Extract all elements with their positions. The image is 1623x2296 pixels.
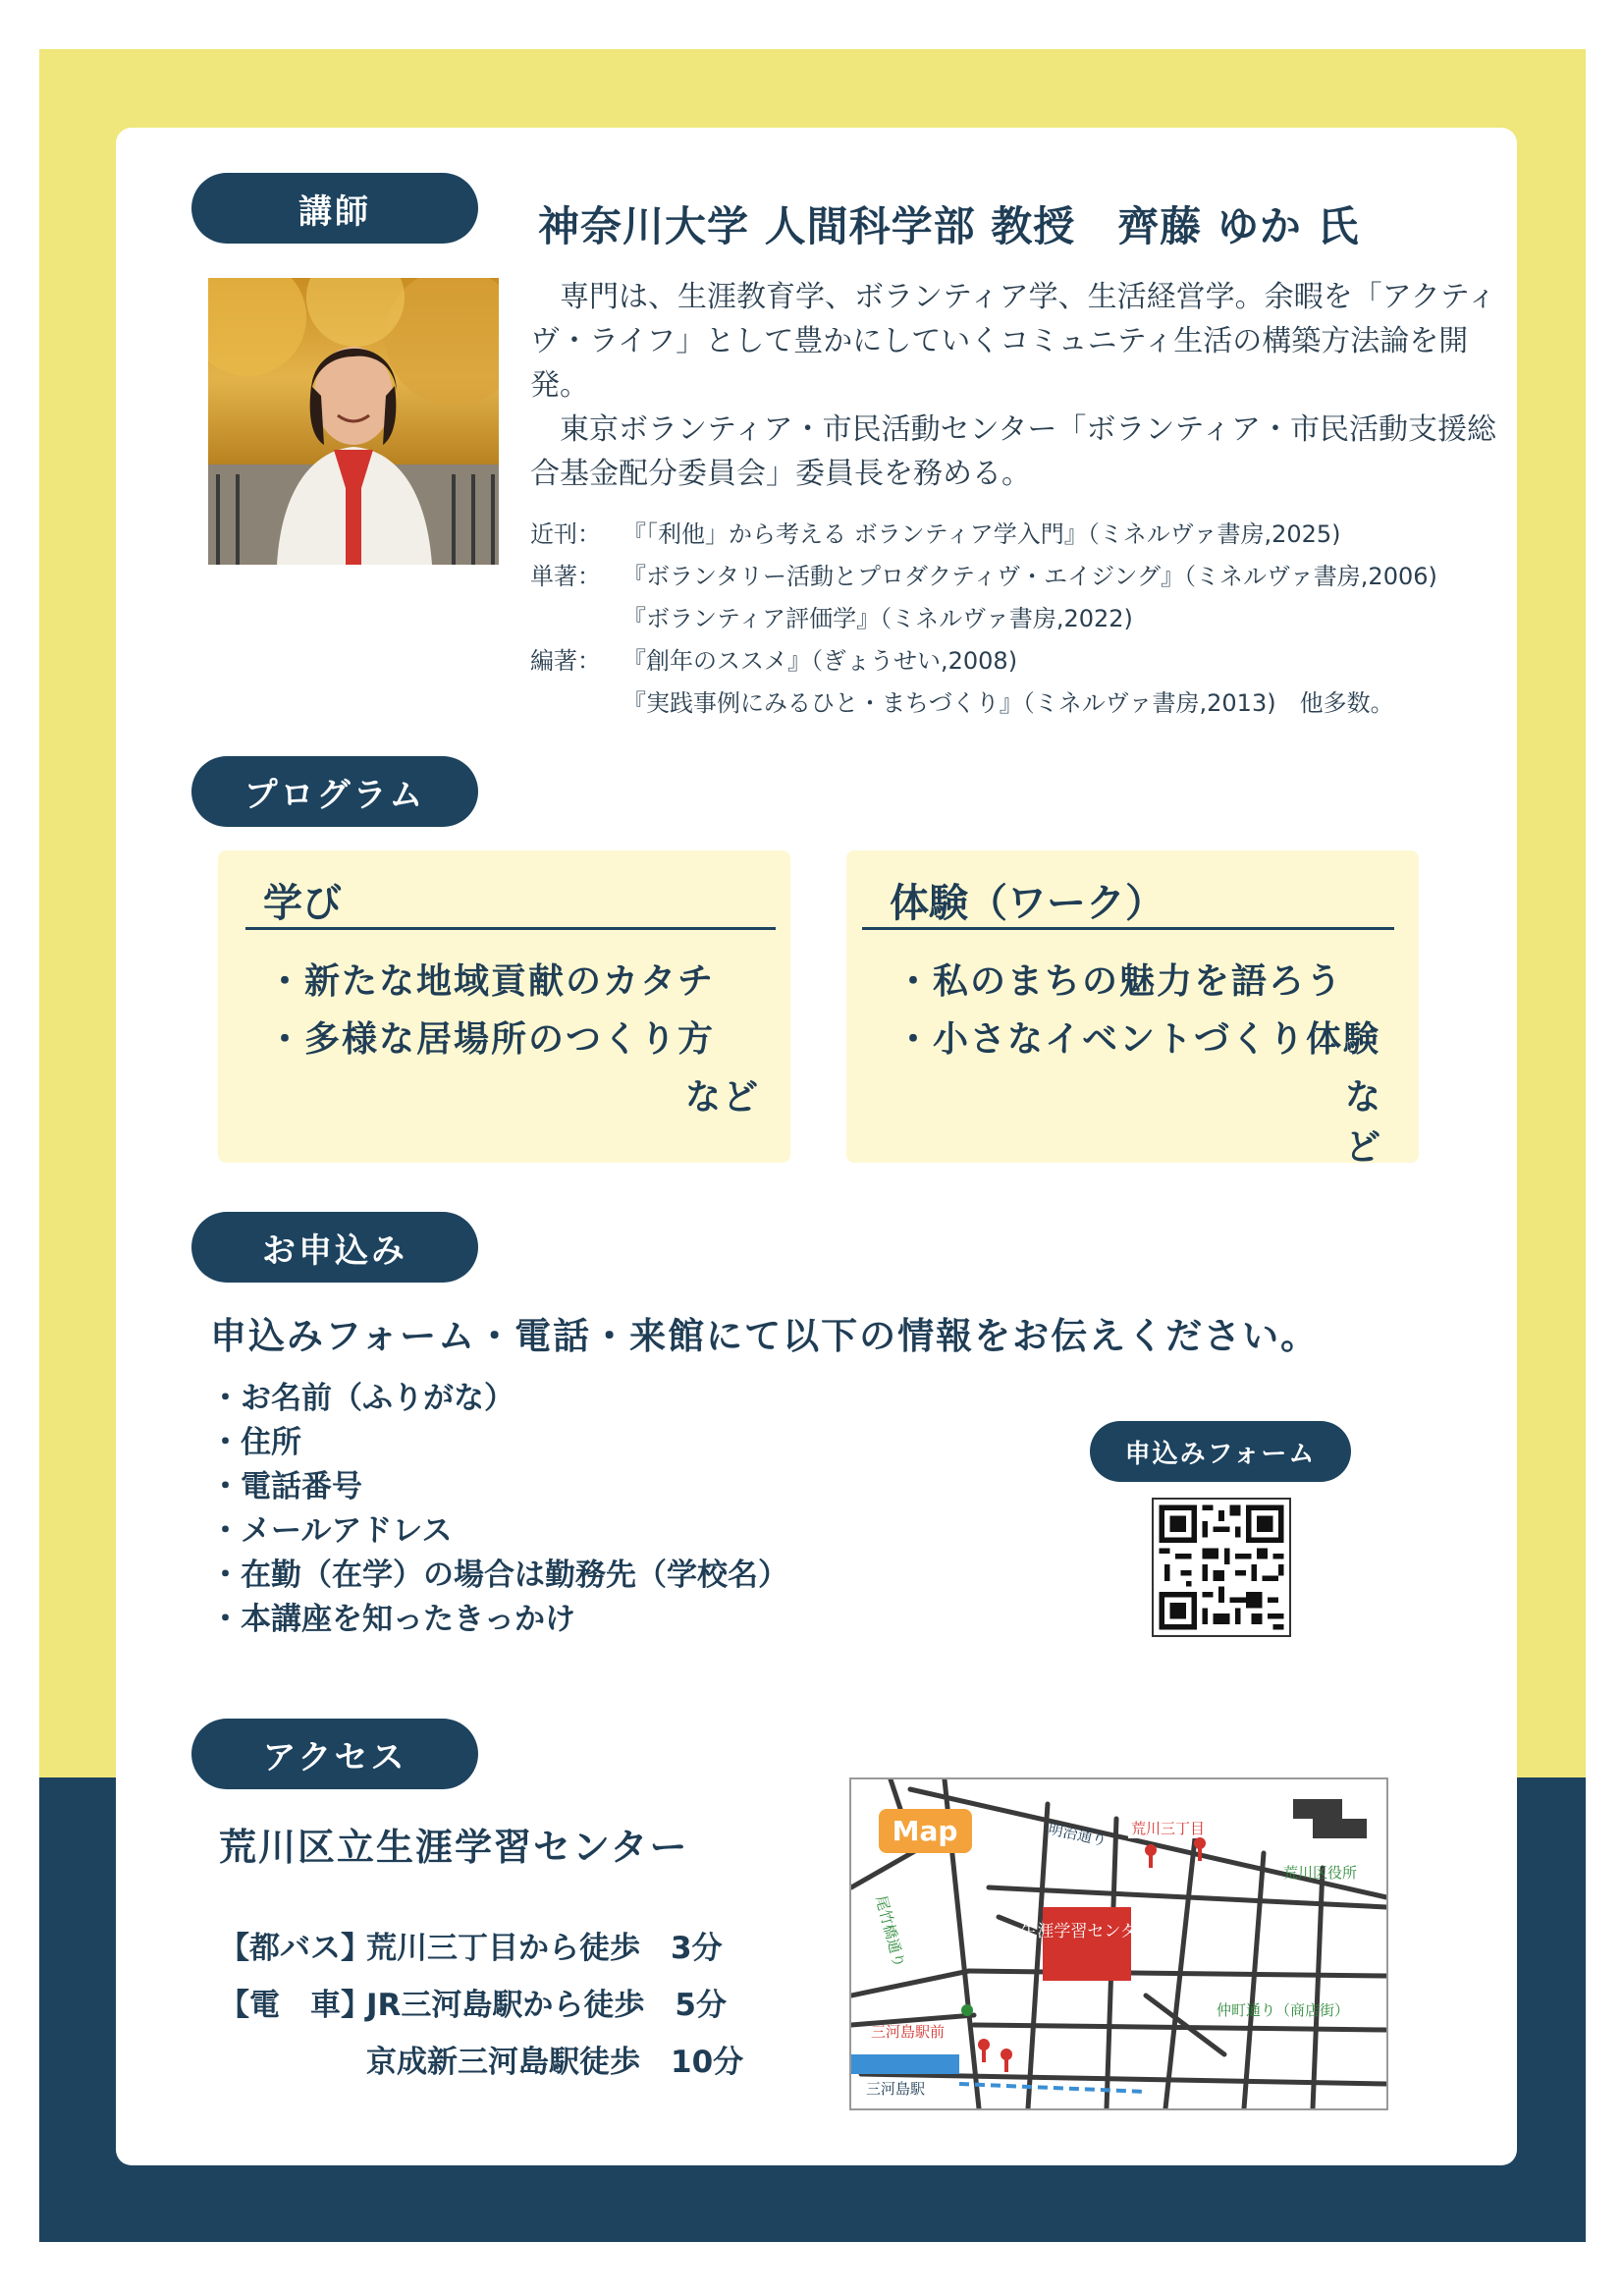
- publication-row: [530, 640, 1512, 683]
- map-badge: Map: [892, 1815, 958, 1847]
- map-label-arakawa3: 荒川三丁目: [1131, 1820, 1206, 1837]
- publication-text: 『ボランタリー活動とプロダクティヴ・エイジング』（ミネルヴァ書房,2006): [622, 563, 1437, 590]
- access-route: 京成新三河島駅徒歩 10分: [366, 2045, 744, 2080]
- publication-list: [530, 514, 1512, 725]
- access-mode-label: 【都バス】: [219, 1931, 371, 1966]
- bio-paragraph: 専門は、生涯教育学、ボランティア学、生活経営学。余暇を「アクティヴ・ライフ」として豊かにしていくコミュニティ生活の構築方法論を開発。: [530, 280, 1497, 403]
- access-route: 荒川三丁目から徒歩 3分: [366, 1931, 723, 1966]
- map-label-center: 生涯学習センター: [1020, 1922, 1154, 1941]
- lecturer-title: 神奈川大学 人間科学部 教授 齊藤 ゆか 氏: [538, 202, 1360, 250]
- lecturer-photo: [208, 278, 499, 565]
- work-item: ・私のまちの魅力を語ろう: [895, 961, 1344, 1002]
- publication-head: 近刊：: [530, 520, 601, 548]
- map-label-kuyakusho: 荒川区役所: [1283, 1864, 1358, 1882]
- learn-item: ・多様な居場所のつくり方: [267, 1019, 716, 1060]
- publication-text: 『ボランティア評価学』（ミネルヴァ書房,2022): [622, 605, 1133, 632]
- list-item: ・住所: [210, 1425, 301, 1460]
- publication-head: [530, 598, 622, 640]
- access-row: [219, 1923, 723, 1967]
- map-label-ogu: 尾竹橋通り: [872, 1893, 908, 1970]
- map-label-meiji: 明治通り: [1047, 1820, 1109, 1850]
- work-heading-rule: [862, 927, 1394, 930]
- learn-etc: など: [685, 1077, 761, 1118]
- access-route: JR三河島駅から徒歩 5分: [366, 1988, 727, 2023]
- section-pill-lecturer: 講師: [191, 173, 478, 244]
- apply-lead: 申込みフォーム・電話・来館にて以下の情報をお伝えください。: [210, 1315, 1320, 1357]
- map-label-nakamachi: 仲町通り（商店街）: [1217, 2001, 1350, 2019]
- publication-text: 『実践事例にみるひと・まちづくり』（ミネルヴァ書房,2013) 他多数。: [622, 689, 1394, 717]
- list-item: ・電話番号: [210, 1469, 362, 1504]
- publication-text: 『「利他」から考える ボランティア学入門』（ミネルヴァ書房,2025): [622, 520, 1341, 548]
- work-item: ・小さなイベントづくり体験: [895, 1019, 1381, 1060]
- list-item: ・お名前（ふりがな）: [210, 1381, 514, 1416]
- apply-info-list: [210, 1377, 788, 1642]
- publication-head: 編著：: [530, 647, 601, 675]
- bio-paragraph: 東京ボランティア・市民活動センター「ボランティア・市民活動支援総合基金配分委員会」委員長を務める。: [530, 412, 1496, 491]
- publication-row: [530, 514, 1512, 556]
- publication-head: 単著：: [530, 563, 601, 590]
- work-heading: 体験（ワーク）: [890, 881, 1164, 926]
- learn-item: ・新たな地域貢献のカタチ: [267, 961, 716, 1002]
- venue-name: 荒川区立生涯学習センター: [219, 1826, 689, 1869]
- publication-row: [530, 598, 1512, 640]
- section-pill-apply: お申込み: [191, 1212, 478, 1283]
- learn-heading: 学び: [263, 881, 342, 926]
- work-etc: など: [1345, 1077, 1383, 1168]
- publication-row: [530, 556, 1512, 598]
- access-row: [219, 2037, 743, 2081]
- section-pill-access: アクセス: [191, 1719, 478, 1789]
- program-box-learn: [218, 850, 790, 1163]
- lecturer-bio: [530, 275, 1512, 496]
- apply-form-qr-code[interactable]: [1152, 1498, 1291, 1637]
- section-pill-program: プログラム: [191, 756, 478, 827]
- publication-text: 『創年のススメ』（ぎょうせい,2008): [622, 647, 1018, 675]
- access-map: [849, 1777, 1388, 2110]
- publication-head: [530, 683, 622, 725]
- map-label-mikawashima: 三河島駅: [866, 2080, 926, 2098]
- list-item: ・メールアドレス: [210, 1513, 453, 1549]
- program-box-work: [846, 850, 1419, 1168]
- publication-row: [530, 683, 1512, 725]
- learn-heading-rule: [245, 927, 776, 930]
- list-item: ・本講座を知ったきっかけ: [210, 1602, 575, 1637]
- access-mode-label: 【電 車】: [219, 1988, 371, 2023]
- access-row: [219, 1980, 727, 2024]
- apply-form-label: 申込みフォーム: [1090, 1421, 1351, 1482]
- list-item: ・在勤（在学）の場合は勤務先（学校名）: [210, 1558, 788, 1593]
- map-label-mikawashima-ekimae: 三河島駅前: [871, 2023, 946, 2041]
